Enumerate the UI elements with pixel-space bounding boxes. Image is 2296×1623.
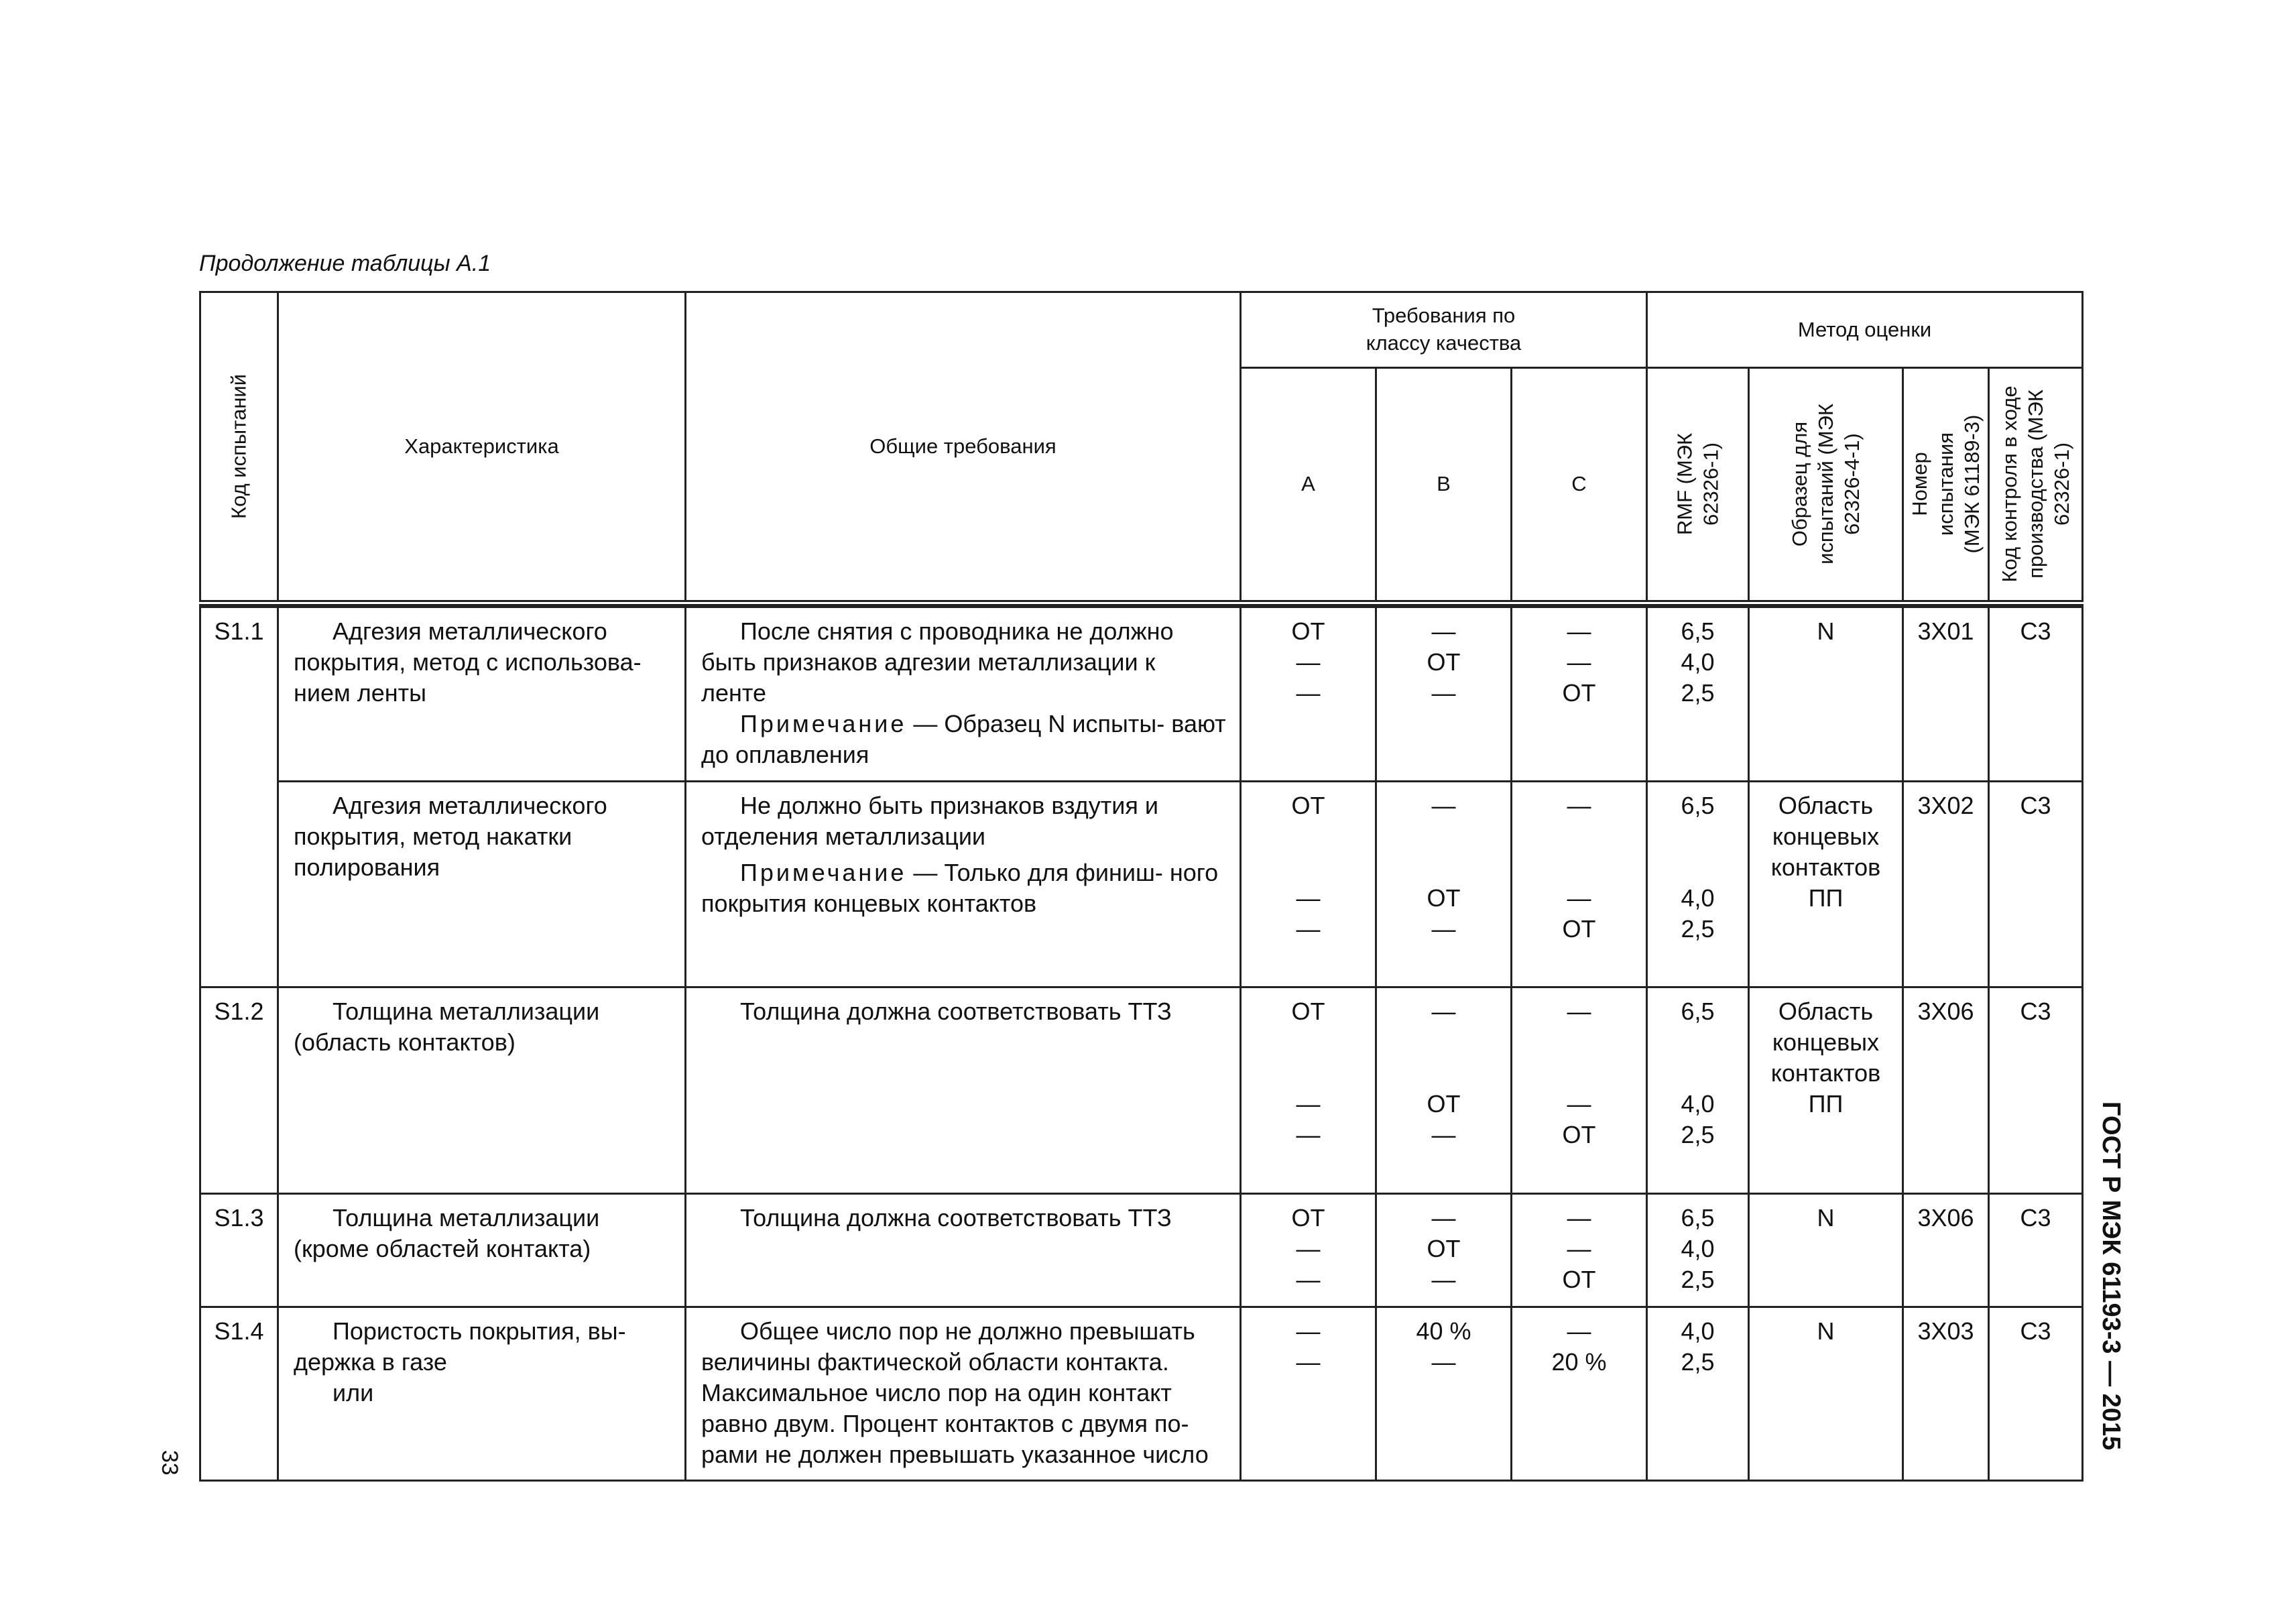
general-requirements-cell: Общее число пор не должно превышать величины фактической области контакта. Максимальное число пор на один контакт равно двум. Процент контактов с двумя по- рами не должен превышать указанное число	[686, 1307, 1241, 1480]
general-requirements-cell: Толщина должна соответствовать ТТЗ	[686, 1193, 1241, 1307]
class-c-cell: — — ОТ	[1512, 607, 1647, 781]
test-code: S1.2	[200, 987, 278, 1194]
sample-cell: Область концевых контактов ПП	[1749, 781, 1903, 987]
test-code: S1.3	[200, 1193, 278, 1307]
rmf-cell: 6,5 4,0 2,5	[1647, 1193, 1749, 1307]
rmf-cell: 6,5 4,0 2,5	[1647, 987, 1749, 1194]
header-class-a: А	[1241, 367, 1376, 603]
class-b-cell: — ОТ —	[1376, 1193, 1512, 1307]
header-method-group: Метод оценки	[1647, 292, 2083, 368]
note-label: Примечание	[740, 858, 907, 886]
header-general: Общие требования	[686, 292, 1241, 603]
test-number-cell: 3X02	[1903, 781, 1989, 987]
class-a-cell: — —	[1241, 1307, 1376, 1480]
class-c-cell: — — ОТ	[1512, 1193, 1647, 1307]
class-a-cell: ОТ — —	[1241, 607, 1376, 781]
header-class-c: С	[1512, 367, 1647, 603]
general-requirements-cell: Не должно быть признаков вздутия и отделения металлизации Примечание — Только для финиш- ного покрытия концевых контактов	[686, 781, 1241, 987]
class-c-cell: — — ОТ	[1512, 987, 1647, 1194]
characteristic-cell: Толщина металлизации (кроме областей контакта)	[278, 1193, 686, 1307]
table-row	[200, 1193, 2083, 1307]
test-number-cell: 3X03	[1903, 1307, 1989, 1480]
characteristic-cell: Пористость покрытия, вы- держка в газе или	[278, 1307, 686, 1480]
general-requirements-cell: Толщина должна соответствовать ТТЗ	[686, 987, 1241, 1194]
header-control-code: Код контроля в ходе производства (МЭК 62326-1)	[1989, 367, 2083, 603]
document-title: ГОСТ Р МЭК 61193-3 — 2015	[2097, 1101, 2125, 1451]
class-b-cell: — ОТ —	[1376, 987, 1512, 1194]
header-requirements-group: Требования по классу качества	[1241, 292, 1647, 368]
general-requirements-cell: После снятия с проводника не должно быть признаков адгезии металлизации к ленте Примечание — Образец N испыты- вают до оплавления	[686, 607, 1241, 781]
header-characteristic: Характеристика	[278, 292, 686, 603]
class-b-cell: 40 % —	[1376, 1307, 1512, 1480]
characteristic-cell: Адгезия металлического покрытия, метод с использова- нием ленты	[278, 607, 686, 781]
table-row	[200, 607, 2083, 781]
table-caption: Продолжение таблицы А.1	[199, 251, 491, 276]
control-code-cell: C3	[1989, 1307, 2083, 1480]
sample-cell: Область концевых контактов ПП	[1749, 987, 1903, 1194]
header-sample: Образец для испытаний (МЭК 62326-4-1)	[1749, 367, 1903, 603]
sample-cell: N	[1749, 1307, 1903, 1480]
control-code-cell: C3	[1989, 781, 2083, 987]
requirements-table	[199, 291, 2083, 1482]
rmf-cell: 6,5 4,0 2,5	[1647, 781, 1749, 987]
characteristic-cell: Адгезия металлического покрытия, метод накатки полирования	[278, 781, 686, 987]
test-number-cell: 3X06	[1903, 987, 1989, 1194]
class-a-cell: ОТ — —	[1241, 781, 1376, 987]
sample-cell: N	[1749, 607, 1903, 781]
sample-cell: N	[1749, 1193, 1903, 1307]
test-code: S1.1	[200, 607, 278, 987]
header-rmf: RMF (МЭК 62326-1)	[1647, 367, 1749, 603]
test-number-cell: 3X01	[1903, 607, 1989, 781]
rmf-cell: 4,0 2,5	[1647, 1307, 1749, 1480]
class-c-cell: — — ОТ	[1512, 781, 1647, 987]
class-c-cell: — 20 %	[1512, 1307, 1647, 1480]
table-row	[200, 1307, 2083, 1480]
table-row	[200, 987, 2083, 1194]
test-code: S1.4	[200, 1307, 278, 1480]
page-number: 33	[157, 1450, 182, 1476]
rmf-cell: 6,5 4,0 2,5	[1647, 607, 1749, 781]
class-a-cell: ОТ — —	[1241, 1193, 1376, 1307]
table-row	[200, 781, 2083, 987]
characteristic-cell: Толщина металлизации (область контактов)	[278, 987, 686, 1194]
test-number-cell: 3X06	[1903, 1193, 1989, 1307]
class-b-cell: — ОТ —	[1376, 781, 1512, 987]
control-code-cell: C3	[1989, 987, 2083, 1194]
class-a-cell: ОТ — —	[1241, 987, 1376, 1194]
header-code: Код испытаний	[200, 292, 278, 603]
class-b-cell: — ОТ —	[1376, 607, 1512, 781]
control-code-cell: C3	[1989, 607, 2083, 781]
note-label: Примечание	[740, 710, 907, 738]
control-code-cell: C3	[1989, 1193, 2083, 1307]
header-test-number: Номер испытания (МЭК 61189-3)	[1903, 367, 1989, 603]
header-class-b: В	[1376, 367, 1512, 603]
